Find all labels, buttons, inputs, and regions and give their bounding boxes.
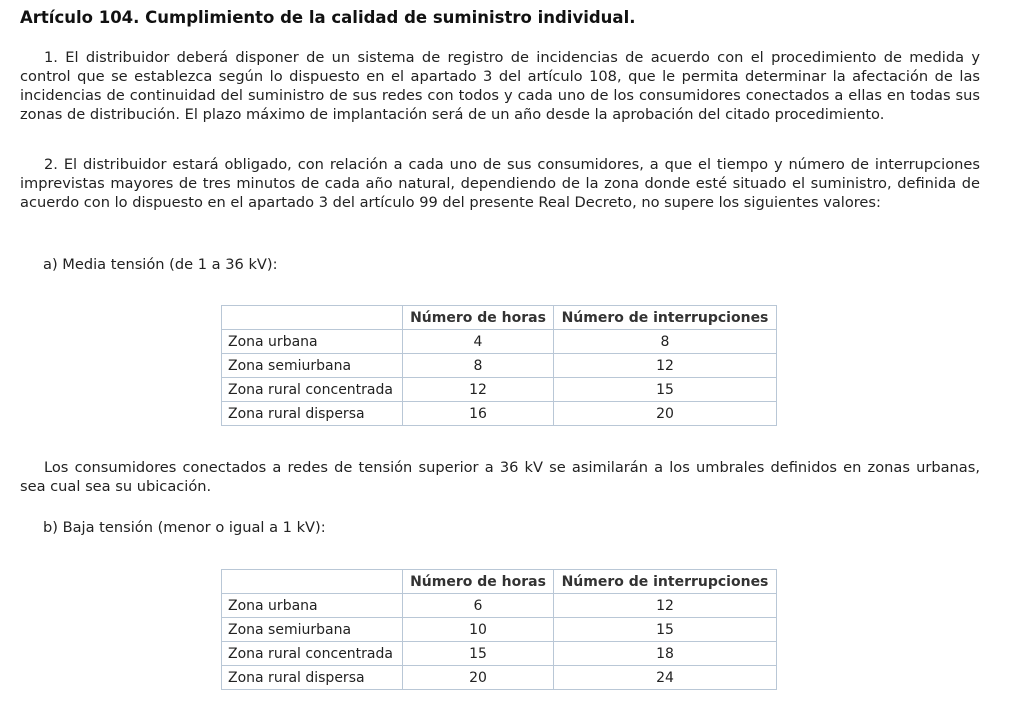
hours-cell: 20: [403, 666, 554, 690]
interruptions-cell: 20: [554, 402, 777, 426]
interruptions-cell: 8: [554, 330, 777, 354]
hours-cell: 10: [403, 618, 554, 642]
table-row: [222, 594, 777, 618]
zone-cell: Zona semiurbana: [222, 354, 403, 378]
table-baja-tension: [221, 569, 777, 690]
table-row: [222, 618, 777, 642]
interruptions-cell: 12: [554, 594, 777, 618]
section-a-heading: a) Media tensión (de 1 a 36 kV):: [43, 256, 278, 273]
paragraph-1: [20, 48, 980, 124]
zone-cell: Zona rural dispersa: [222, 402, 403, 426]
header-interruptions: Número de interrupciones: [554, 306, 777, 330]
interruptions-cell: 24: [554, 666, 777, 690]
zone-cell: Zona rural concentrada: [222, 642, 403, 666]
interruptions-cell: 15: [554, 378, 777, 402]
interruptions-cell: 15: [554, 618, 777, 642]
header-empty-cell: [222, 306, 403, 330]
hours-cell: 6: [403, 594, 554, 618]
hours-cell: 16: [403, 402, 554, 426]
table-row: [222, 666, 777, 690]
interruptions-cell: 18: [554, 642, 777, 666]
header-hours: Número de horas: [403, 306, 554, 330]
zone-cell: Zona urbana: [222, 594, 403, 618]
hours-cell: 15: [403, 642, 554, 666]
header-interruptions: Número de interrupciones: [554, 570, 777, 594]
table-row: [222, 378, 777, 402]
zone-cell: Zona rural dispersa: [222, 666, 403, 690]
table-row: [222, 354, 777, 378]
hours-cell: 8: [403, 354, 554, 378]
zone-cell: Zona urbana: [222, 330, 403, 354]
article-title: Artículo 104. Cumplimiento de la calidad de suministro individual.: [20, 8, 636, 27]
header-hours: Número de horas: [403, 570, 554, 594]
hours-cell: 4: [403, 330, 554, 354]
table-media-tension: [221, 305, 777, 426]
paragraph-3-text: Los consumidores conectados a redes de tensión superior a 36 kV se asimilarán a los umbrales definidos en zonas urbanas, sea cual sea su ubicación.: [20, 459, 980, 495]
paragraph-3: [20, 458, 980, 496]
paragraph-2-text: 2. El distribuidor estará obligado, con relación a cada uno de sus consumidores, a que el tiempo y número de interrupciones imprevistas mayores de tres minutos de cada año natural, dependiendo de la zona donde esté situado el suministro, definida de acuerdo con lo dispuesto en el apartado 3 del artículo 99 del presente Real Decreto, no supere los siguientes valores:: [20, 156, 980, 211]
table-row: [222, 642, 777, 666]
header-empty-cell: [222, 570, 403, 594]
hours-cell: 12: [403, 378, 554, 402]
table-row: [222, 402, 777, 426]
table-header-row: [222, 306, 777, 330]
interruptions-cell: 12: [554, 354, 777, 378]
zone-cell: Zona semiurbana: [222, 618, 403, 642]
table-row: [222, 330, 777, 354]
section-b-heading: b) Baja tensión (menor o igual a 1 kV):: [43, 519, 326, 536]
zone-cell: Zona rural concentrada: [222, 378, 403, 402]
paragraph-2: [20, 155, 980, 212]
table-header-row: [222, 570, 777, 594]
paragraph-1-text: 1. El distribuidor deberá disponer de un sistema de registro de incidencias de acuerdo con el procedimiento de medida y control que se establezca según lo dispuesto en el apartado 3 del artículo 108, que le permita determinar la afectación de las incidencias de continuidad del suministro de sus redes con todos y cada uno de los consumidores conectados a ellas en todas sus zonas de distribución. El plazo máximo de implantación será de un año desde la aprobación del citado procedimiento.: [20, 49, 980, 123]
